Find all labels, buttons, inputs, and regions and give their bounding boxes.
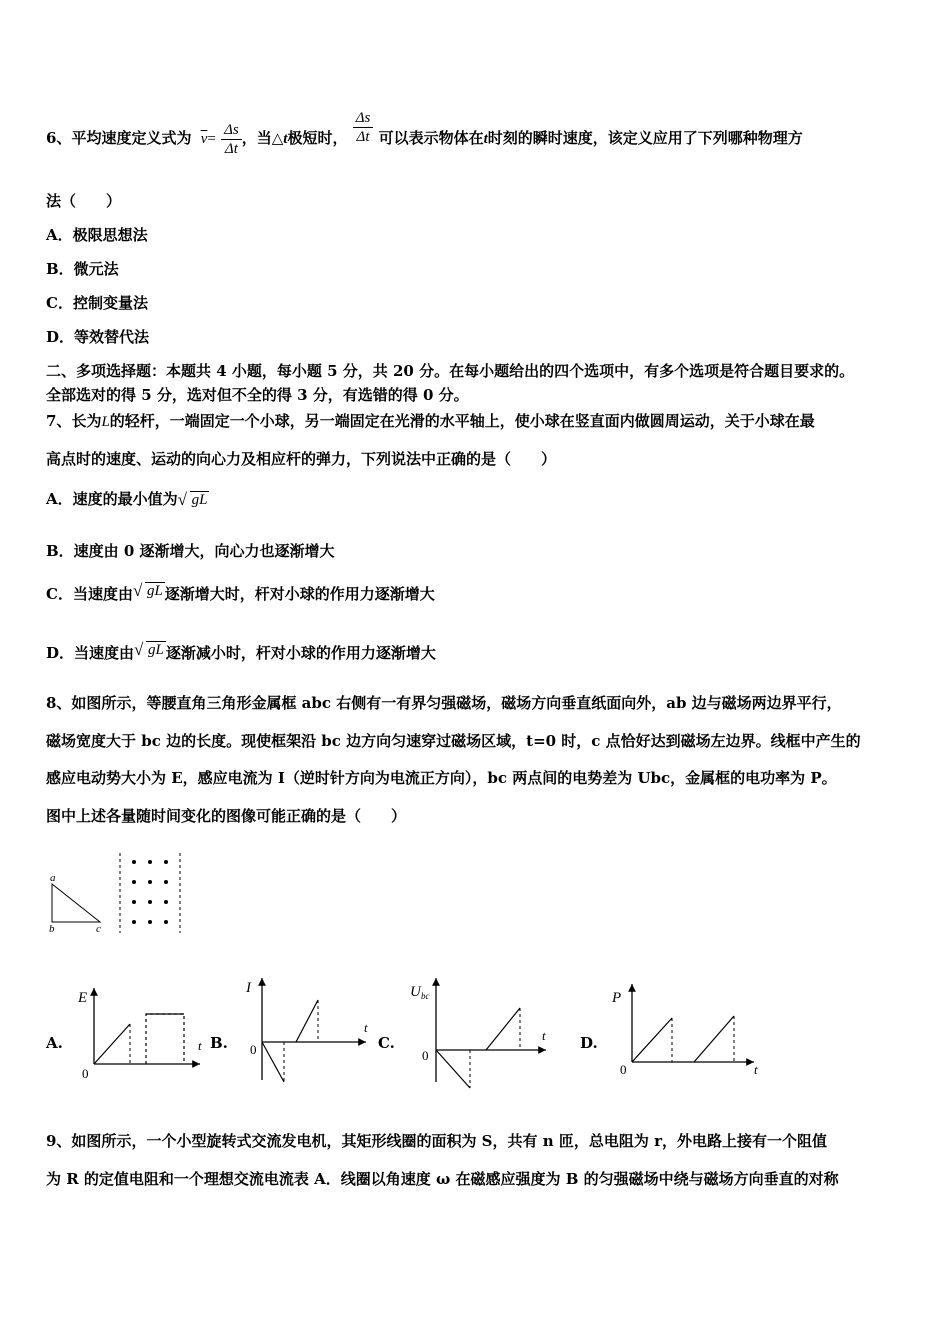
svg-text:0: 0 <box>422 1048 429 1063</box>
v-bar: $\overline{v}$ <box>200 131 208 147</box>
svg-text:t: t <box>198 1038 202 1053</box>
label-b: b <box>49 923 55 935</box>
q7-option-c: C．当速度由 √ gL 逐渐增大时，杆对小球的作用力逐渐增大 <box>46 583 435 604</box>
graph-d <box>608 978 768 1082</box>
svg-text:0: 0 <box>82 1066 89 1080</box>
q8-line2: 磁场宽度大于 bc 边的长度。现使框架沿 bc 边方向匀速穿过磁场区域，t=0 时，c 点恰好达到磁场左边界。线框中产生的 <box>46 732 861 750</box>
q6-option-d: D．等效替代法 <box>46 328 150 346</box>
q6-line2: 法（ ） <box>46 192 122 210</box>
q7-option-d: D．当速度由 √ gL 逐渐减小时，杆对小球的作用力逐渐增大 <box>46 642 436 663</box>
q6-option-b: B．微元法 <box>46 260 119 278</box>
graph-a <box>74 980 214 1080</box>
q6-option-c: C．控制变量法 <box>46 294 148 312</box>
q7-option-b: B．速度由 0 逐渐增大，向心力也逐渐增大 <box>46 542 335 560</box>
sqrt-gl: √ gL <box>133 583 165 600</box>
svg-text:t: t <box>754 1062 758 1077</box>
section2-line1: 二、多项选择题：本题共 4 小题，每小题 5 分，共 20 分。在每小题给出的四个选项中，有多个选项是符合题目要求的。 <box>46 362 855 380</box>
label-a: a <box>50 872 56 884</box>
q9-line2: 为 R 的定值电阻和一个理想交流电流表 A．线圈以角速度 ω 在磁感应强度为 B 的匀强磁场中绕与磁场方向垂直的对称 <box>46 1170 839 1188</box>
svg-text:U: U <box>410 984 421 1000</box>
q6-option-a: A．极限思想法 <box>46 226 148 244</box>
section2-line2: 全部选对的得 5 分，选对但不全的得 3 分，有选错的得 0 分。 <box>46 386 469 404</box>
q9-line1: 9、如图所示，一个小型旋转式交流发电机，其矩形线圈的面积为 S，共有 n 匝，总电阻为 r，外电路上接有一个阻值 <box>46 1132 827 1150</box>
triangle-field-figure <box>40 848 190 938</box>
svg-text:0: 0 <box>620 1062 627 1077</box>
sqrt-gl: √ gL <box>134 642 166 659</box>
graph-c <box>408 970 558 1090</box>
graph-c-option: C. <box>378 1034 395 1052</box>
fraction-ds-dt-2: $\frac{\Delta s}{\Delta t}$ <box>353 109 374 146</box>
svg-text:t: t <box>364 1020 368 1035</box>
fraction-ds-dt: $\frac{\Delta s}{\Delta t}$ <box>221 121 242 158</box>
graph-d-option: D. <box>580 1034 598 1052</box>
q7-line1: 7、长为L的轻杆，一端固定一个小球，另一端固定在光滑的水平轴上，使小球在竖直面内做圆周运动，关于小球在最 <box>46 412 815 430</box>
svg-text:I: I <box>246 980 251 996</box>
q8-line3: 感应电动势大小为 E，感应电流为 I（逆时针方向为电流正方向），bc 两点间的电势差为 Ubc，金属框的电功率为 P。 <box>46 769 837 787</box>
q7-line2: 高点时的速度、运动的向心力及相应杆的弹力，下列说法中正确的是（ ） <box>46 450 557 468</box>
svg-text:P: P <box>612 990 622 1006</box>
graph-b <box>238 970 378 1090</box>
q8-line1: 8、如图所示，等腰直角三角形金属框 abc 右侧有一有界匀强磁场，磁场方向垂直纸面向外，ab 边与磁场两边界平行， <box>46 694 842 712</box>
q8-line4: 图中上述各量随时间变化的图像可能正确的是（ ） <box>46 807 407 825</box>
triangle-abc <box>52 884 100 922</box>
sqrt-gl: √ gL <box>178 492 210 509</box>
q7-option-a: A．速度的最小值为 √ gL <box>46 488 209 509</box>
graph-b-option: B. <box>210 1034 228 1052</box>
label-c: c <box>96 923 101 935</box>
svg-text:bc: bc <box>421 991 430 1001</box>
svg-text:E: E <box>78 990 88 1006</box>
graph-a-option: A. <box>46 1034 63 1052</box>
q6-line1: 6、平均速度定义式为 $\overline{v}=$ $\frac{\Delta s}{\Delta t}$ ，当△t极短时， $\frac{\Delta s}{\Delta t}$ 可以表示物体在t时刻的瞬时速度，该定义应用了下列哪种物理方 <box>46 109 803 157</box>
field-dots <box>132 860 168 924</box>
svg-text:0: 0 <box>250 1042 257 1057</box>
svg-text:t: t <box>542 1028 546 1043</box>
